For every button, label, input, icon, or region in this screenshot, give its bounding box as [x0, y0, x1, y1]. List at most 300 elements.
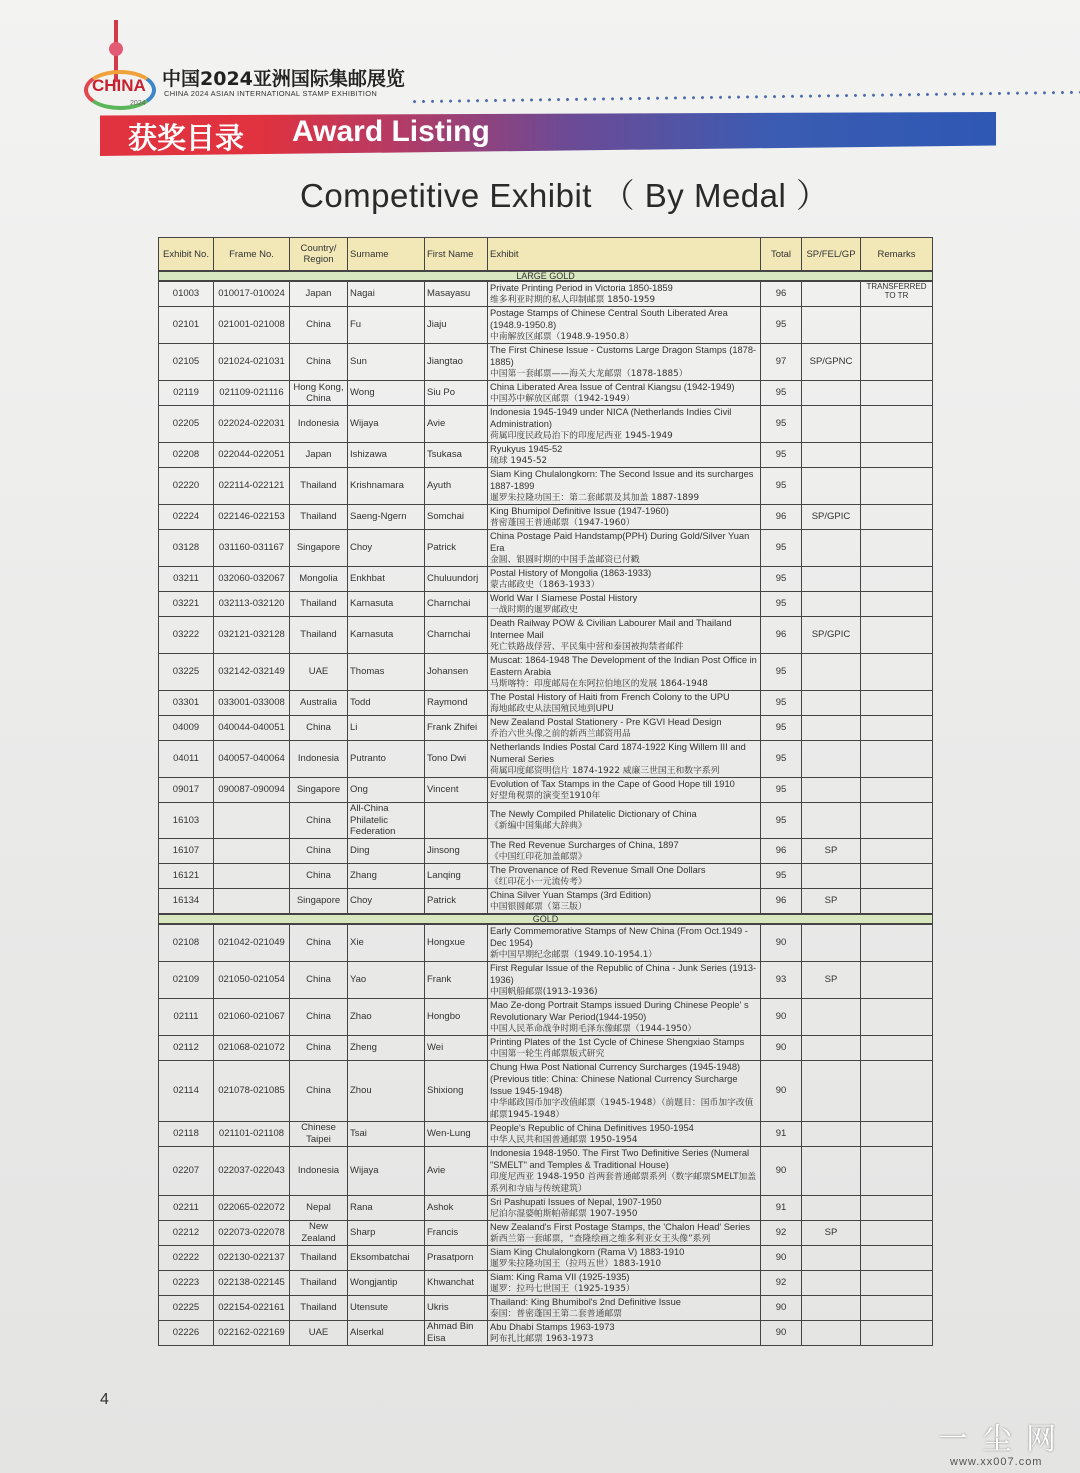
first-name: Wei: [425, 1035, 488, 1060]
frame-number: 032060-032067: [214, 567, 290, 592]
exhibit-title: [488, 307, 761, 344]
exhibit-title-en: The First Chinese Issue - Customs Large Dragon Stamps (1878-1885): [490, 345, 757, 367]
remarks: [861, 381, 933, 406]
frame-number: 010017-010024: [214, 281, 290, 307]
country-region: Thailand: [290, 617, 348, 654]
surname: Ding: [348, 838, 425, 863]
surname: Krishnamara: [348, 468, 425, 505]
exhibit-title-en: China Postage Paid Handstamp(PPH) During Gold/Silver Yuan Era: [490, 531, 750, 553]
exhibit-title-cn: 一战时期的暹罗邮政史: [490, 605, 578, 615]
exhibit-title: [488, 344, 761, 381]
special-prize: [802, 863, 861, 888]
total-score: 96: [761, 281, 802, 307]
table-row: [159, 1220, 933, 1245]
surname: Thomas: [348, 654, 425, 691]
event-title-en: CHINA 2024 ASIAN INTERNATIONAL STAMP EXHIBITION: [164, 89, 378, 98]
country-region: Singapore: [290, 530, 348, 567]
country-region: Hong Kong, China: [290, 381, 348, 406]
table-row: [159, 1146, 933, 1195]
total-score: 95: [761, 778, 802, 803]
exhibit-title: [488, 716, 761, 741]
remarks: [861, 716, 933, 741]
exhibit-title: [488, 803, 761, 839]
surname: Enkhbat: [348, 567, 425, 592]
total-score: 96: [761, 505, 802, 530]
exhibit-title: [488, 691, 761, 716]
first-name: Ahmad Bin Eisa: [425, 1320, 488, 1345]
country-region: China: [290, 716, 348, 741]
exhibit-title-en: Abu Dhabi Stamps 1963-1973: [490, 1321, 615, 1332]
table-row: [159, 1195, 933, 1220]
exhibit-title-cn: 中南解放区邮票（1948.9-1950.8）: [490, 332, 634, 342]
remarks: [861, 1121, 933, 1146]
exhibit-number: 02114: [159, 1060, 214, 1121]
first-name: Jinsong: [425, 838, 488, 863]
country-region: New Zealand: [290, 1220, 348, 1245]
country-region: Indonesia: [290, 1146, 348, 1195]
exhibit-title-en: Early Commemorative Stamps of New China (From Oct.1949 - Dec 1954): [490, 925, 748, 948]
first-name: Avie: [425, 406, 488, 443]
exhibit-title: [488, 443, 761, 468]
exhibit-title-en: China Silver Yuan Stamps (3rd Edition): [490, 889, 652, 900]
exhibit-number: 02226: [159, 1320, 214, 1345]
exhibit-title-cn: 蒙古邮政史（1863-1933）: [490, 580, 600, 590]
exhibit-title: [488, 592, 761, 617]
first-name: Siu Po: [425, 381, 488, 406]
special-prize: [802, 1245, 861, 1270]
country-region: China: [290, 838, 348, 863]
remarks: [861, 617, 933, 654]
total-score: 95: [761, 406, 802, 443]
exhibit-title-en: Siam: King Rama VII (1925-1935): [490, 1271, 630, 1282]
exhibit-title-en: Mao Ze-dong Portrait Stamps issued During Chinese People' s Revolutionary War Period(1944-1950): [490, 999, 749, 1022]
exhibit-number: 02212: [159, 1220, 214, 1245]
exhibit-title-cn: 荷属印度民政局治下的印度尼西亚 1945-1949: [490, 431, 673, 441]
table-row: [159, 1245, 933, 1270]
exhibit-title: [488, 381, 761, 406]
exhibit-number: 02119: [159, 381, 214, 406]
exhibit-title-en: Evolution of Tax Stamps in the Cape of Good Hope till 1910: [490, 779, 735, 789]
exhibit-title: [488, 778, 761, 803]
exhibit-title-en: Printing Plates of the 1st Cycle of Chinese Shengxiao Stamps: [490, 1036, 745, 1047]
frame-number: 021042-021049: [214, 924, 290, 962]
frame-number: 031160-031167: [214, 530, 290, 567]
column-header-exhibit: Exhibit: [488, 238, 761, 272]
exhibit-title: [488, 741, 761, 778]
frame-number: 022130-022137: [214, 1245, 290, 1270]
exhibit-title: [488, 1295, 761, 1320]
surname: Choy: [348, 530, 425, 567]
special-prize: [802, 1146, 861, 1195]
exhibit-title-en: Chung Hwa Post National Currency Surcharges (1945-1948) (Previous title: China: Chinese National Currency Surcharge Issue 1945-1948): [490, 1061, 741, 1096]
remarks: [861, 1270, 933, 1295]
exhibit-title-en: The Provenance of Red Revenue Small One Dollars: [490, 864, 706, 875]
exhibit-title-cn: 暹罗：拉玛七世国王（1925-1935）: [490, 1283, 635, 1294]
exhibit-title: [488, 1320, 761, 1345]
first-name: [425, 803, 488, 839]
exhibit-number: 16107: [159, 838, 214, 863]
first-name: Masayasu: [425, 281, 488, 307]
table-row: [159, 1295, 933, 1320]
table-row: [159, 863, 933, 888]
country-region: Thailand: [290, 468, 348, 505]
first-name: Hongxue: [425, 924, 488, 962]
surname: Rana: [348, 1195, 425, 1220]
exhibit-title: [488, 530, 761, 567]
exhibit-title-en: World War I Siamese Postal History: [490, 593, 638, 603]
remarks: [861, 468, 933, 505]
frame-number: 021078-021085: [214, 1060, 290, 1121]
total-score: 97: [761, 344, 802, 381]
special-prize: SP: [802, 1220, 861, 1245]
remarks: [861, 1295, 933, 1320]
exhibit-title-cn: 中华邮政国币加字改值邮票（1945-1948）（前题目：国币加字改值邮票1945-1948）: [490, 1097, 754, 1120]
surname: Fu: [348, 307, 425, 344]
exhibit-title-en: Netherlands Indies Postal Card 1874-1922 King Willem III and Numeral Series: [490, 742, 746, 764]
surname: Wijaya: [348, 1146, 425, 1195]
table-row: [159, 998, 933, 1035]
table-row: [159, 592, 933, 617]
exhibit-title: [488, 1146, 761, 1195]
first-name: Ukris: [425, 1295, 488, 1320]
total-score: 95: [761, 741, 802, 778]
frame-number: 022024-022031: [214, 406, 290, 443]
exhibition-logo: [80, 18, 158, 106]
country-region: China: [290, 344, 348, 381]
remarks: [861, 863, 933, 888]
exhibit-title-en: First Regular Issue of the Republic of China - Junk Series (1913-1936): [490, 962, 757, 985]
table-row: [159, 381, 933, 406]
award-table-container: [158, 237, 932, 1346]
column-header-frame-no: Frame No.: [214, 238, 290, 272]
first-name: Johansen: [425, 654, 488, 691]
total-score: 90: [761, 1245, 802, 1270]
frame-number: 022114-022121: [214, 468, 290, 505]
exhibit-title: [488, 567, 761, 592]
table-row: [159, 1270, 933, 1295]
frame-number: 022037-022043: [214, 1146, 290, 1195]
first-name: Francis: [425, 1220, 488, 1245]
remarks: [861, 1146, 933, 1195]
exhibit-number: 04009: [159, 716, 214, 741]
exhibit-number: 01003: [159, 281, 214, 307]
exhibit-title-en: Siam King Chulalongkorn (Rama V) 1883-1910: [490, 1246, 685, 1257]
total-score: 95: [761, 803, 802, 839]
exhibit-number: 02109: [159, 961, 214, 998]
exhibit-title-cn: 琉球 1945-52: [490, 456, 548, 466]
frame-number: 021101-021108: [214, 1121, 290, 1146]
first-name: Chuluundorj: [425, 567, 488, 592]
first-name: Charnchai: [425, 592, 488, 617]
surname: Ishizawa: [348, 443, 425, 468]
exhibit-title-en: Postage Stamps of Chinese Central South Liberated Area (1948.9-1950.8): [490, 308, 728, 330]
event-title-cn: 中国2024亚洲国际集邮展览: [162, 68, 405, 90]
page-title: Competitive Exhibit （ By Medal ）: [300, 177, 830, 214]
first-name: Avie: [425, 1146, 488, 1195]
exhibit-number: 02105: [159, 344, 214, 381]
surname: Saeng-Ngern: [348, 505, 425, 530]
surname: Xie: [348, 924, 425, 962]
special-prize: [802, 803, 861, 839]
exhibit-title-en: Private Printing Period in Victoria 1850-1859: [490, 283, 673, 293]
country-region: Thailand: [290, 1245, 348, 1270]
column-header-first-name: First Name: [425, 238, 488, 272]
total-score: 90: [761, 1295, 802, 1320]
total-score: 95: [761, 443, 802, 468]
country-region: China: [290, 998, 348, 1035]
total-score: 95: [761, 381, 802, 406]
exhibit-number: 02220: [159, 468, 214, 505]
country-region: Singapore: [290, 778, 348, 803]
exhibit-title-cn: 乔治六世头像之前的新西兰邮资用品: [490, 729, 631, 739]
medal-section-label: LARGE GOLD: [159, 271, 933, 281]
frame-number: 022162-022169: [214, 1320, 290, 1345]
first-name: Prasatporn: [425, 1245, 488, 1270]
remarks: [861, 1060, 933, 1121]
remarks: [861, 307, 933, 344]
medal-section-label: GOLD: [159, 914, 933, 924]
remarks: [861, 654, 933, 691]
surname: Nagai: [348, 281, 425, 307]
remarks: [861, 443, 933, 468]
country-region: Japan: [290, 443, 348, 468]
remarks: [861, 567, 933, 592]
exhibit-number: 16134: [159, 888, 214, 914]
exhibit-title: [488, 617, 761, 654]
country-region: Thailand: [290, 1295, 348, 1320]
special-prize: [802, 592, 861, 617]
exhibit-title-cn: 《中国红印花加盖邮票》: [490, 851, 587, 862]
special-prize: [802, 1270, 861, 1295]
special-prize: [802, 741, 861, 778]
country-region: Thailand: [290, 1270, 348, 1295]
column-header-total: Total: [761, 238, 802, 272]
exhibit-title-cn: 《新编中国集邮大辞典》: [490, 821, 587, 832]
medal-section-header: [159, 914, 933, 924]
total-score: 95: [761, 691, 802, 716]
exhibit-title-en: New Zealand's First Postage Stamps, the 'Chalon Head' Series: [490, 1221, 751, 1232]
surname: Putranto: [348, 741, 425, 778]
exhibit-title: [488, 1245, 761, 1270]
remarks: [861, 888, 933, 914]
exhibit-title-en: Siam King Chulalongkorn: The Second Issue and its surcharges 1887-1899: [490, 469, 754, 491]
special-prize: [802, 281, 861, 307]
column-header-sp-fel-gp: SP/FEL/GP: [802, 238, 861, 272]
exhibit-number: 02207: [159, 1146, 214, 1195]
remarks: [861, 998, 933, 1035]
exhibit-title: [488, 1270, 761, 1295]
exhibit-number: 03128: [159, 530, 214, 567]
total-score: 92: [761, 1270, 802, 1295]
exhibit-title-cn: 中华人民共和国普通邮票 1950-1954: [490, 1134, 638, 1145]
exhibit-title: [488, 1121, 761, 1146]
exhibit-title: [488, 1035, 761, 1060]
frame-number: 021068-021072: [214, 1035, 290, 1060]
total-score: 95: [761, 530, 802, 567]
exhibit-title-cn: 中国帆船邮票(1913-1936): [490, 986, 598, 997]
country-region: Thailand: [290, 592, 348, 617]
exhibit-title-en: The Red Revenue Surcharges of China, 1897: [490, 839, 679, 850]
remarks: [861, 778, 933, 803]
first-name: Vincent: [425, 778, 488, 803]
frame-number: 040044-040051: [214, 716, 290, 741]
special-prize: [802, 381, 861, 406]
exhibit-title-cn: 中国苏中解放区邮票（1942-1949）: [490, 394, 635, 404]
total-score: 95: [761, 307, 802, 344]
exhibit-title: [488, 998, 761, 1035]
total-score: 95: [761, 468, 802, 505]
exhibit-title-en: Sri Pashupati Issues of Nepal, 1907-1950: [490, 1196, 662, 1207]
table-row: [159, 307, 933, 344]
exhibit-title-cn: 中国第一套邮票——海关大龙邮票（1878-1885）: [490, 369, 688, 379]
total-score: 90: [761, 1320, 802, 1345]
exhibit-title: [488, 1060, 761, 1121]
frame-number: 022073-022078: [214, 1220, 290, 1245]
special-prize: [802, 530, 861, 567]
exhibit-title-cn: 印度尼西亚 1948-1950 首两套普通邮票系列（数字邮票SMELT加盖系列和寺庙与传统建筑）: [490, 1171, 757, 1194]
country-region: Indonesia: [290, 406, 348, 443]
exhibit-number: 02111: [159, 998, 214, 1035]
event-header: [80, 18, 1080, 108]
surname: Karnasuta: [348, 592, 425, 617]
exhibit-number: 02224: [159, 505, 214, 530]
exhibit-title: [488, 281, 761, 307]
total-score: 96: [761, 838, 802, 863]
surname: Sharp: [348, 1220, 425, 1245]
frame-number: 022146-022153: [214, 505, 290, 530]
special-prize: [802, 1195, 861, 1220]
total-score: 92: [761, 1220, 802, 1245]
exhibit-number: 02108: [159, 924, 214, 962]
logo-text: CHINA: [92, 76, 146, 95]
exhibit-title-cn: 暹罗朱拉隆功国王：第二套邮票及其加盖 1887-1899: [490, 493, 700, 503]
special-prize: [802, 716, 861, 741]
column-header-exhibit-no: Exhibit No.: [159, 238, 214, 272]
exhibit-number: 04011: [159, 741, 214, 778]
surname: Utensute: [348, 1295, 425, 1320]
first-name: Tono Dwi: [425, 741, 488, 778]
exhibit-number: 16103: [159, 803, 214, 839]
exhibit-title: [488, 654, 761, 691]
exhibit-title-cn: 泰国：普密蓬国王第二套普通邮票: [490, 1308, 622, 1319]
total-score: 95: [761, 654, 802, 691]
table-header-row: [159, 238, 933, 272]
frame-number: 033001-033008: [214, 691, 290, 716]
table-row: [159, 530, 933, 567]
exhibit-title-cn: 维多利亚时期的私人印制邮票 1850-1959: [490, 295, 656, 305]
special-prize: SP: [802, 838, 861, 863]
table-row: [159, 1035, 933, 1060]
special-prize: [802, 567, 861, 592]
exhibit-title-cn: 阿布扎比邮票 1963-1973: [490, 1333, 594, 1344]
table-row: [159, 281, 933, 307]
exhibit-title: [488, 838, 761, 863]
table-row: [159, 716, 933, 741]
special-prize: [802, 1295, 861, 1320]
frame-number: [214, 888, 290, 914]
country-region: China: [290, 307, 348, 344]
exhibit-number: 03225: [159, 654, 214, 691]
exhibit-number: 02225: [159, 1295, 214, 1320]
surname: Eksombatchai: [348, 1245, 425, 1270]
remarks: [861, 924, 933, 962]
watermark-url: www.xx007.com: [950, 1456, 1043, 1468]
exhibit-title: [488, 888, 761, 914]
special-prize: [802, 406, 861, 443]
exhibit-title-en: New Zealand Postal Stationery - Pre KGVI Head Design: [490, 717, 722, 727]
column-header-country: Country/ Region: [290, 238, 348, 272]
first-name: Ashok: [425, 1195, 488, 1220]
exhibit-title-en: Indonesia 1948-1950. The First Two Definitive Series (Numeral "SMELT" and Temples & Traditional House): [490, 1147, 750, 1170]
exhibit-title-cn: 马斯喀特：印度邮局在东阿拉伯地区的发展 1864-1948: [490, 679, 708, 689]
country-region: Chinese Taipei: [290, 1121, 348, 1146]
exhibit-title: [488, 406, 761, 443]
table-row: [159, 1121, 933, 1146]
exhibit-title: [488, 468, 761, 505]
exhibit-title-cn: 好望角税票的演变至1910年: [490, 791, 601, 801]
exhibit-title: [488, 961, 761, 998]
frame-number: 022154-022161: [214, 1295, 290, 1320]
surname: Wijaya: [348, 406, 425, 443]
page-number: 4: [100, 1391, 109, 1408]
table-row: [159, 1060, 933, 1121]
remarks: [861, 1245, 933, 1270]
remarks: [861, 1035, 933, 1060]
first-name: Patrick: [425, 888, 488, 914]
exhibit-title-en: Thailand: King Bhumibol's 2nd Definitive Issue: [490, 1296, 681, 1307]
remarks: [861, 691, 933, 716]
exhibit-title-cn: 中国第一轮生肖邮票版式研究: [490, 1048, 605, 1059]
frame-number: 021050-021054: [214, 961, 290, 998]
remarks: [861, 741, 933, 778]
remarks: [861, 1220, 933, 1245]
surname: All-China Philatelic Federation: [348, 803, 425, 839]
remarks: [861, 344, 933, 381]
surname: Zheng: [348, 1035, 425, 1060]
table-row: [159, 617, 933, 654]
exhibit-title-cn: 荷属印度邮资明信片 1874-1922 威廉三世国王和数字系列: [490, 766, 720, 776]
exhibit-number: 02205: [159, 406, 214, 443]
exhibit-number: 02208: [159, 443, 214, 468]
exhibit-title-cn: 新中国早期纪念邮票（1949.10-1954.1）: [490, 949, 658, 960]
surname: Todd: [348, 691, 425, 716]
exhibit-title-cn: 中国银圆邮票（第三版）: [490, 901, 587, 912]
remarks: [861, 1195, 933, 1220]
total-score: 96: [761, 888, 802, 914]
exhibit-title-en: Ryukyus 1945-52: [490, 444, 563, 454]
exhibit-title-en: Postal History of Mongolia (1863-1933): [490, 568, 652, 578]
table-row: [159, 838, 933, 863]
special-prize: [802, 778, 861, 803]
table-row: [159, 888, 933, 914]
first-name: Jiaju: [425, 307, 488, 344]
total-score: 93: [761, 961, 802, 998]
first-name: Charnchai: [425, 617, 488, 654]
special-prize: [802, 654, 861, 691]
total-score: 91: [761, 1121, 802, 1146]
country-region: Mongolia: [290, 567, 348, 592]
frame-number: 022065-022072: [214, 1195, 290, 1220]
surname: Zhang: [348, 863, 425, 888]
remarks: [861, 1320, 933, 1345]
frame-number: 090087-090094: [214, 778, 290, 803]
total-score: 91: [761, 1195, 802, 1220]
frame-number: [214, 838, 290, 863]
exhibit-title: [488, 863, 761, 888]
special-prize: [802, 468, 861, 505]
special-prize: [802, 443, 861, 468]
country-region: UAE: [290, 1320, 348, 1345]
